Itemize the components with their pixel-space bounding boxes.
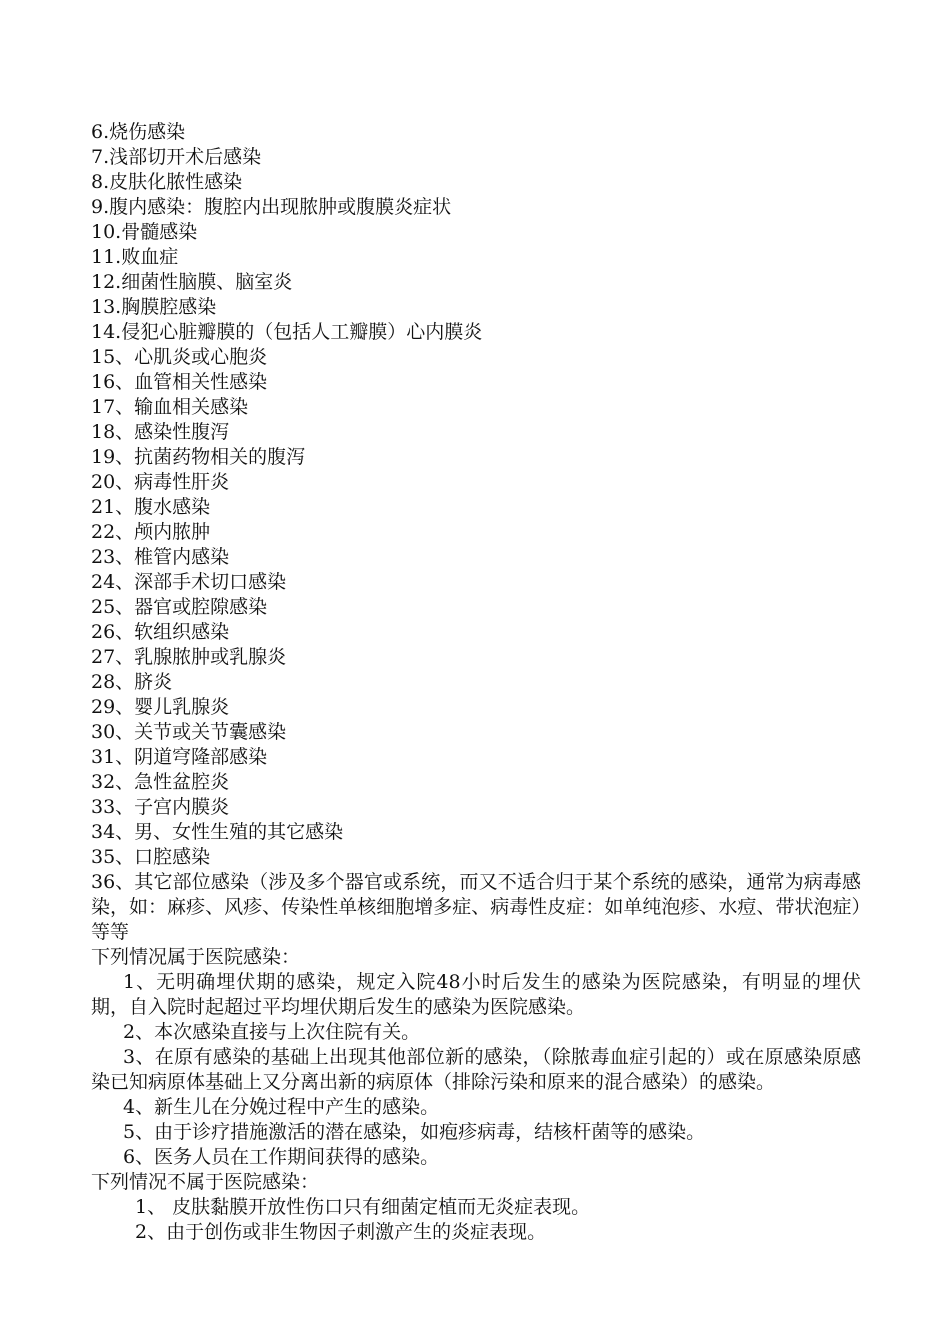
criteria-item: 2、由于创伤或非生物因子刺激产生的炎症表现。	[135, 1221, 547, 1243]
list-item: 12.细菌性脑膜、脑室炎	[91, 271, 293, 293]
criteria-item: 6、医务人员在工作期间获得的感染。	[123, 1146, 440, 1168]
list-item: 30、关节或关节囊感染	[91, 721, 287, 743]
list-item: 28、脐炎	[91, 671, 173, 693]
list-item: 18、感染性腹泻	[91, 421, 230, 443]
document-page	[91, 120, 861, 1245]
list-item: 31、阴道穹隆部感染	[91, 746, 268, 768]
criteria-item: 4、新生儿在分娩过程中产生的感染。	[123, 1096, 440, 1118]
list-item: 25、器官或腔隙感染	[91, 596, 268, 618]
list-item: 17、输血相关感染	[91, 396, 249, 418]
list-item: 10.骨髓感染	[91, 221, 198, 243]
list-item: 22、颅内脓肿	[91, 521, 211, 543]
list-item: 15、心肌炎或心胞炎	[91, 346, 268, 368]
list-item: 23、椎管内感染	[91, 546, 230, 568]
section-heading: 下列情况属于医院感染：	[91, 946, 301, 968]
list-item: 7.浅部切开术后感染	[91, 146, 262, 168]
list-item: 13.胸膜腔感染	[91, 296, 217, 318]
criteria-item: 1、无明确埋伏期的感染，规定入院48小时后发生的感染为医院感染，有明显的埋伏期，自入院时起超过平均埋伏期后发生的感染为医院感染。	[91, 971, 861, 1018]
list-item: 9.腹内感染：腹腔内出现脓肿或腹膜炎症状	[91, 196, 452, 218]
list-item: 20、病毒性肝炎	[91, 471, 230, 493]
list-item: 32、急性盆腔炎	[91, 771, 230, 793]
criteria-item: 1、 皮肤黏膜开放性伤口只有细菌定植而无炎症表现。	[135, 1196, 591, 1218]
list-item: 33、子宫内膜炎	[91, 796, 230, 818]
section-nosocomial	[91, 945, 861, 1170]
infection-site-list	[91, 120, 861, 945]
list-item: 14.侵犯心脏瓣膜的（包括人工瓣膜）心内膜炎	[91, 321, 483, 343]
list-item: 16、血管相关性感染	[91, 371, 268, 393]
list-item: 6.烧伤感染	[91, 121, 186, 143]
criteria-item: 3、在原有感染的基础上出现其他部位新的感染，（除脓毒血症引起的）或在原感染原感染已知病原体基础上又分离出新的病原体（排除污染和原来的混合感染）的感染。	[91, 1046, 861, 1093]
list-item: 27、乳腺脓肿或乳腺炎	[91, 646, 287, 668]
list-item: 19、抗菌药物相关的腹泻	[91, 446, 306, 468]
criteria-item: 5、由于诊疗措施激活的潜在感染，如疱疹病毒，结核杆菌等的感染。	[123, 1121, 706, 1143]
list-item: 8.皮肤化脓性感染	[91, 171, 243, 193]
list-item: 26、软组织感染	[91, 621, 230, 643]
criteria-item: 2、本次感染直接与上次住院有关。	[123, 1021, 421, 1043]
list-item: 21、腹水感染	[91, 496, 211, 518]
list-item-36: 36、其它部位感染（涉及多个器官或系统，而又不适合归于某个系统的感染，通常为病毒感染，如：麻疹、风疹、传染性单核细胞增多症、病毒性皮症：如单纯泡疹、水痘、带状泡症）等等	[91, 871, 861, 943]
list-item: 34、男、女性生殖的其它感染	[91, 821, 344, 843]
list-item: 35、口腔感染	[91, 846, 211, 868]
list-item: 29、婴儿乳腺炎	[91, 696, 230, 718]
list-item: 24、深部手术切口感染	[91, 571, 287, 593]
section-not-nosocomial	[91, 1170, 861, 1245]
list-item: 11.败血症	[91, 246, 179, 268]
section-heading: 下列情况不属于医院感染：	[91, 1171, 320, 1193]
